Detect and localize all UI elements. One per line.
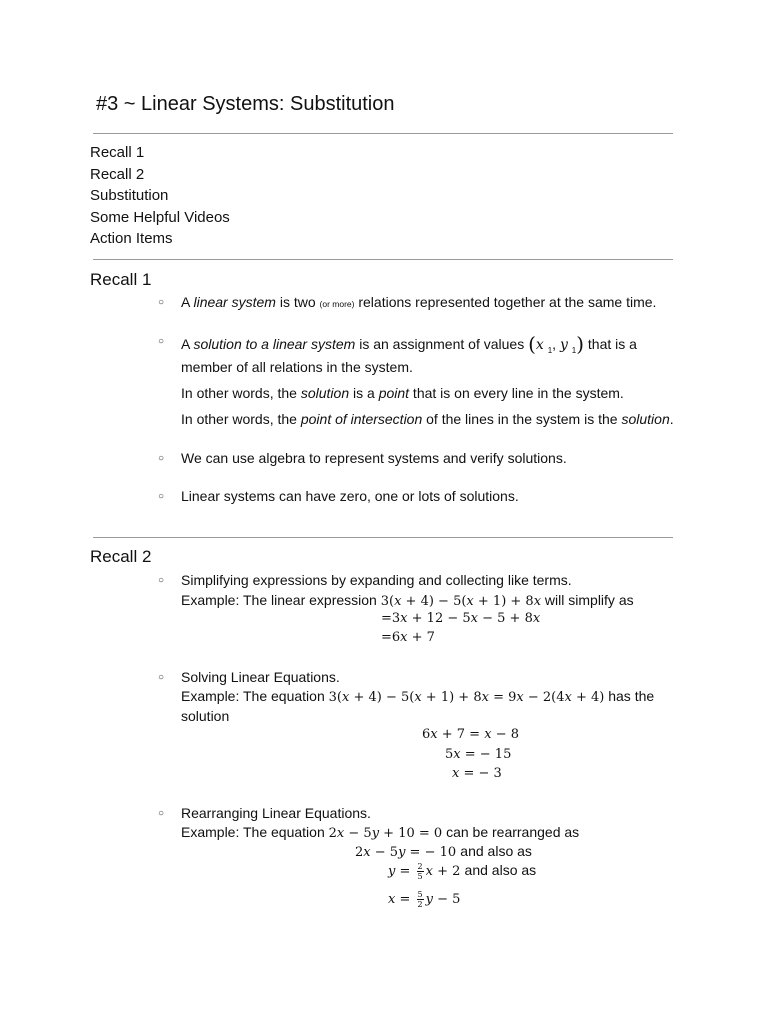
list-item: Solving Linear Equations. [181, 669, 340, 685]
list-item: Linear systems can have zero, one or lots of solutions. [181, 488, 519, 504]
math-step: y = $\frac{2}{5}$ x + 2 and also as [388, 862, 537, 881]
toc-link-helpful-videos[interactable]: Some Helpful Videos [90, 208, 230, 226]
bullet-icon: ○ [158, 336, 165, 347]
example-line: Example: The equation 3(x + 4) − 5(x + 1) + 8x = 9x − 2(4x + 4) has the [181, 688, 655, 705]
bullet-icon: ○ [158, 297, 165, 308]
bullet-icon: ○ [158, 491, 165, 502]
example-line: solution [181, 708, 230, 724]
list-item-continuation: In other words, the point of intersection of the lines in the system is the solution. [181, 411, 674, 427]
divider [93, 133, 673, 134]
math-step: 5x = − 15 [445, 747, 512, 762]
section-heading-recall-1: Recall 1 [90, 270, 152, 289]
bullet-icon: ○ [158, 453, 165, 464]
bullet-icon: ○ [158, 672, 165, 683]
math-step: 6x + 7 = x − 8 [422, 727, 519, 742]
bullet-icon: ○ [158, 808, 165, 819]
table-of-contents [90, 142, 230, 250]
list-item-continuation: In other words, the solution is a point that is on every line in the system. [181, 385, 624, 401]
list-item-continuation: member of all relations in the system. [181, 359, 413, 375]
list-item: Rearranging Linear Equations. [181, 805, 371, 821]
section-heading-recall-2: Recall 2 [90, 547, 152, 566]
example-line: Example: The linear expression 3(x + 4) − 5(x + 1) + 8x will simplify as [181, 592, 634, 609]
toc-link-substitution[interactable]: Substitution [90, 187, 169, 204]
list-item: Simplifying expressions by expanding and collecting like terms. [181, 572, 572, 588]
list-item: A linear system is two (or more) relations represented together at the same time. [181, 294, 657, 310]
bullet-icon: ○ [158, 575, 165, 586]
math-step: x = − 3 [452, 766, 502, 781]
math-step: =6x + 7 [381, 630, 435, 645]
page-title: #3 ~ Linear Systems: Substitution [96, 93, 395, 115]
list-item: We can use algebra to represent systems and verify solutions. [181, 450, 567, 466]
toc-link-recall-1[interactable]: Recall 1 [90, 144, 145, 161]
example-line: Example: The equation 2x − 5y + 10 = 0 can be rearranged as [181, 824, 580, 841]
math-step: 2x − 5y = − 10 and also as [355, 843, 532, 860]
toc-link-recall-2[interactable]: Recall 2 [90, 165, 145, 183]
toc-link-action-items[interactable]: Action Items [90, 230, 173, 247]
list-item: A solution to a linear system is an assignment of values (x $_1$, y $_1$) that is a [181, 332, 637, 356]
divider [93, 537, 673, 538]
divider [93, 259, 673, 260]
math-step: =3x + 12 − 5x − 5 + 8x [381, 611, 541, 626]
math-step: x = $\frac{5}{2}$ y − 5 [388, 890, 461, 909]
